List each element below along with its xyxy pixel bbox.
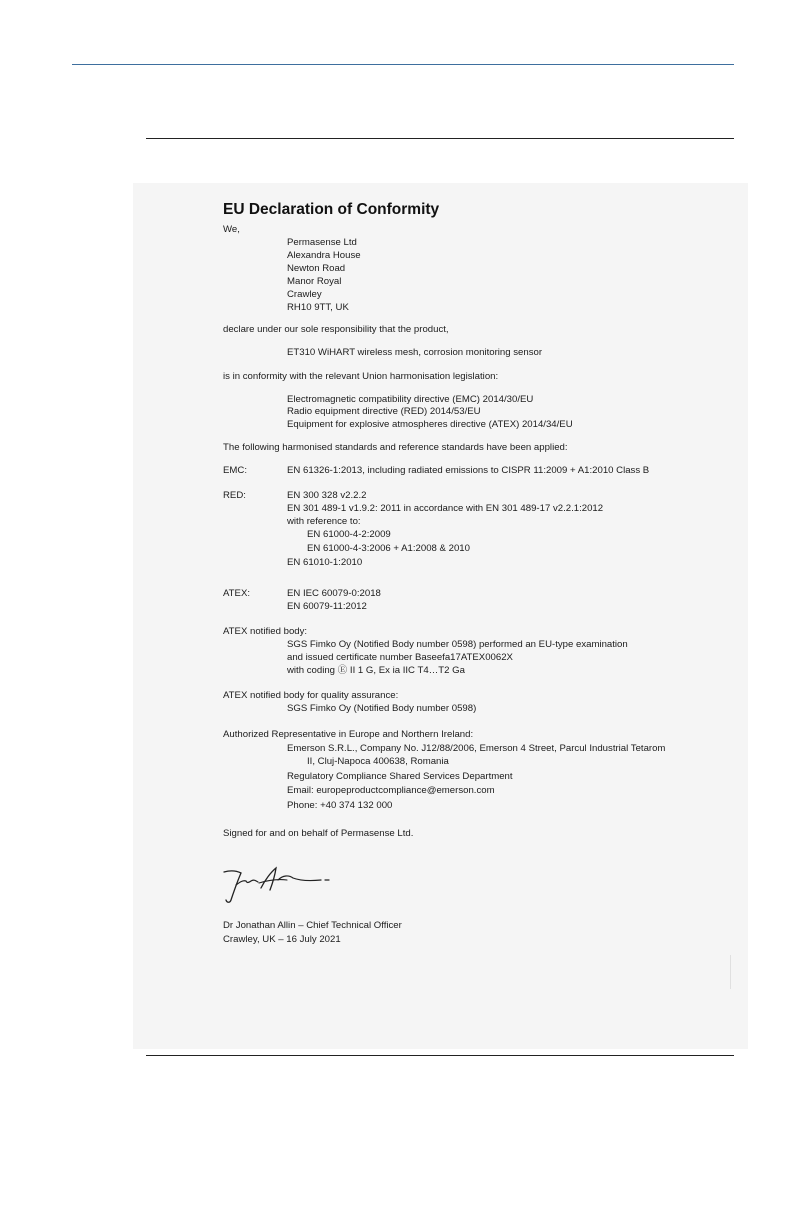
quality-body-line: SGS Fimko Oy (Notified Body number 0598) [287,703,477,714]
address-line: Permasense Ltd [287,237,357,248]
notified-body-line: and issued certificate number Baseefa17ATEX0062X [287,652,513,663]
standards-intro: The following harmonised standards and reference standards have been applied: [223,442,568,453]
atex-label: ATEX: [223,588,251,599]
address-line: Crawley [287,289,322,300]
red-standard: EN 300 328 v2.2.2 [287,490,367,501]
red-reference: EN 61000-4-3:2006 + A1:2008 & 2010 [307,543,470,554]
document-title: EU Declaration of Conformity [223,201,440,218]
red-reference: EN 61000-4-2:2009 [307,529,391,540]
signature-place-date: Crawley, UK – 16 July 2021 [223,934,341,945]
representative-line: II, Cluj-Napoca 400638, Romania [307,756,449,767]
address-line: Manor Royal [287,276,342,287]
emc-standard: EN 61326-1:2013, including radiated emissions to CISPR 11:2009 + A1:2010 Class B [287,465,650,476]
address-line: Newton Road [287,263,346,274]
directive-line: Electromagnetic compatibility directive (EMC) 2014/30/EU [287,394,534,405]
red-standard: with reference to: [287,516,361,527]
representative-heading: Authorized Representative in Europe and Northern Ireland: [223,729,474,740]
declaration-scan [133,183,748,1049]
representative-email: Email: europeproductcompliance@emerson.com [287,785,495,796]
representative-phone: Phone: +40 374 132 000 [287,800,393,811]
notified-body-coding: with coding Ⓔ II 1 G, Ex ia IIC T4…T2 Ga [287,665,465,676]
address-line: RH10 9TT, UK [287,302,349,313]
product-name: ET310 WiHART wireless mesh, corrosion monitoring sensor [287,347,543,358]
notified-body-line: SGS Fimko Oy (Notified Body number 0598) performed an EU-type examination [287,639,628,650]
representative-line: Regulatory Compliance Shared Services Department [287,771,513,782]
address-line: Alexandra House [287,250,361,261]
red-standard: EN 61010-1:2010 [287,557,363,568]
conformity-text: is in conformity with the relevant Union harmonisation legislation: [223,371,499,382]
scan-edge-mark [730,955,731,989]
section-rule [146,138,734,139]
signed-text: Signed for and on behalf of Permasense Ltd. [223,828,414,839]
directive-line: Equipment for explosive atmospheres directive (ATEX) 2014/34/EU [287,419,573,430]
representative-line: Emerson S.R.L., Company No. J12/88/2006, Emerson 4 Street, Parcul Industrial Tetarom [287,743,666,754]
we-text: We, [223,224,240,235]
notified-body-heading: ATEX notified body: [223,626,308,637]
atex-standard: EN 60079-11:2012 [287,601,367,612]
footer-rule [146,1055,734,1056]
atex-standard: EN IEC 60079-0:2018 [287,588,381,599]
red-standard: EN 301 489-1 v1.9.2: 2011 in accordance with EN 301 489-17 v2.2.1:2012 [287,503,604,514]
red-label: RED: [223,490,246,501]
signatory-name: Dr Jonathan Allin – Chief Technical Officer [223,920,402,931]
directive-line: Radio equipment directive (RED) 2014/53/EU [287,406,481,417]
declare-text: declare under our sole responsibility that the product, [223,324,449,335]
signature-image [221,866,333,906]
quality-body-heading: ATEX notified body for quality assurance: [223,690,399,701]
emc-label: EMC: [223,465,247,476]
header-rule [72,64,734,65]
